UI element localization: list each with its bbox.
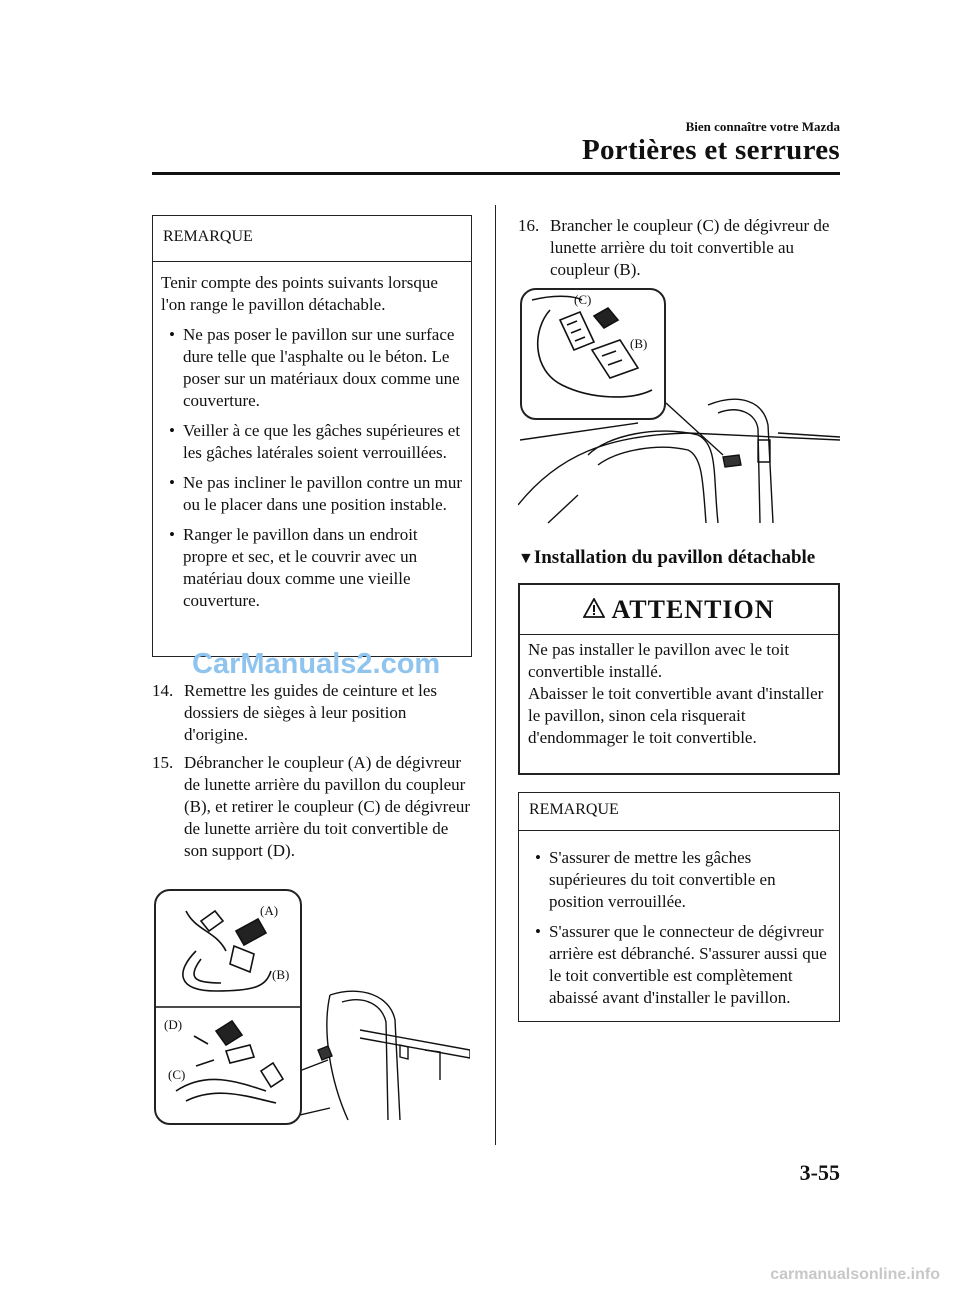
running-header-title: Portières et serrures: [581, 134, 840, 166]
attention-box: [518, 583, 840, 775]
note-heading: REMARQUE: [153, 216, 471, 262]
note-bullet: • Veiller à ce que les gâches supérieures et les gâches latérales soient verrouillées.: [169, 421, 461, 462]
label-c: (C): [574, 292, 592, 307]
note-box-installation: [518, 792, 840, 1022]
seat-illustration-left: [300, 990, 470, 1125]
triangle-marker-icon: ▼: [518, 550, 534, 567]
label-b: (B): [630, 336, 648, 351]
attention-header: ATTENTION: [520, 585, 838, 635]
note-heading: REMARQUE: [519, 793, 839, 831]
footer-watermark: carmanualsonline.info: [770, 1266, 940, 1283]
step-16: 16. Brancher le coupleur (C) de dégivreur de lunette arrière du toit convertible au coupleur (B).: [518, 216, 830, 279]
header-rule: [152, 172, 840, 175]
attention-line: Ne pas installer le pavillon avec le toit convertible installé.: [528, 640, 790, 681]
note-bullet: • Ne pas incliner le pavillon contre un mur ou le placer dans une position instable.: [169, 473, 462, 514]
note-box-storage: [152, 215, 472, 657]
coupler-detail-illustration: [156, 891, 300, 1123]
attention-line: Abaisser le toit convertible avant d'installer le pavillon, sinon cela risquerait d'endommager le toit convertible.: [528, 684, 824, 747]
watermark: CarManuals2.com: [192, 648, 441, 680]
step-15: 15. Débrancher le coupleur (A) de dégivreur de lunette arrière du pavillon du coupleur (B), et retirer le coupleur (C) de dégivreur de lunette arrière du toit convertible de son support (D).: [152, 753, 471, 860]
note-bullet: • Ranger le pavillon dans un endroit propre et sec, et le couvrir avec un matériau doux comme une vieille couverture.: [169, 525, 418, 610]
seat-illustration-right: [518, 395, 840, 525]
label-c: (C): [168, 1067, 186, 1082]
label-d: (D): [164, 1017, 183, 1032]
label-a: (A): [260, 903, 279, 918]
coupler-detail-figure-left: [154, 889, 302, 1125]
note-bullet: • S'assurer que le connecteur de dégivreur arrière est débranché. S'assurer aussi que le toit convertible est complètement abaissé avant d'installer le pavillon.: [535, 922, 827, 1007]
column-divider: [495, 205, 496, 1145]
page-number: 3-55: [799, 1160, 840, 1185]
note-bullet: • S'assurer de mettre les gâches supérieures du toit convertible en position verrouillée.: [535, 848, 776, 911]
section-heading: ▼Installation du pavillon détachable: [518, 547, 816, 568]
warning-triangle-icon: [583, 598, 605, 623]
label-b: (B): [272, 967, 290, 982]
running-header-subtitle: Bien connaître votre Mazda: [685, 119, 840, 134]
step-14: 14. Remettre les guides de ceinture et les dossiers de sièges à leur position d'origine.: [152, 681, 438, 744]
note-intro: Tenir compte des points suivants lorsque l'on range le pavillon détachable.: [161, 273, 438, 314]
note-bullet: • Ne pas poser le pavillon sur une surface dure telle que l'asphalte ou le béton. Le poser sur un matériaux doux comme une couverture.: [169, 325, 460, 410]
